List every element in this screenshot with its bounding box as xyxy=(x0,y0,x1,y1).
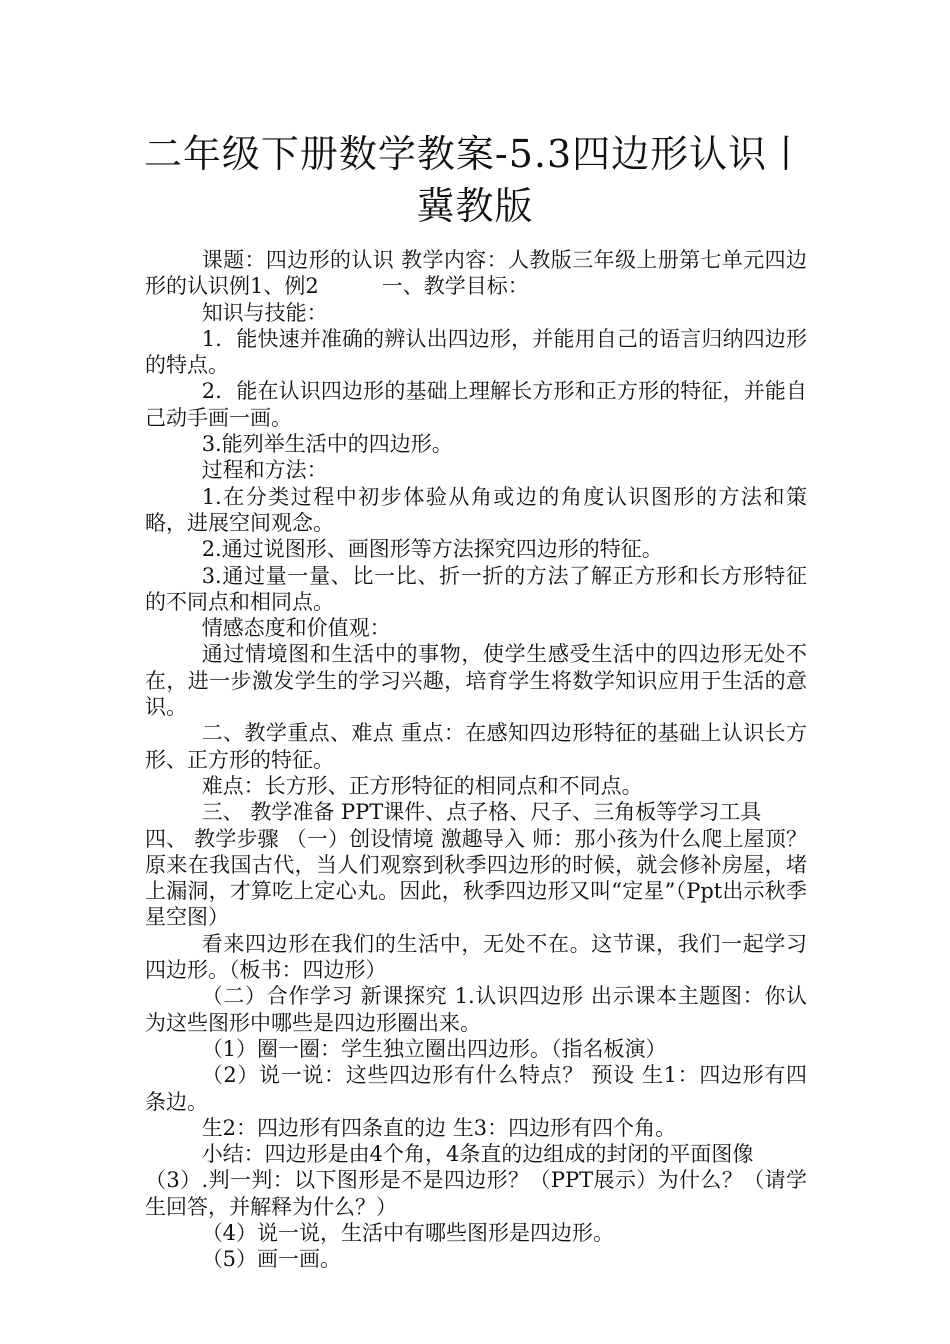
paragraph-knowledge-3: 3.能列举生活中的四边形。 xyxy=(201,432,453,457)
paragraph-circle-activity: （1）圈一圈：学生独立圈出四边形。（指名板演） xyxy=(201,1036,667,1061)
paragraph-process-3: 3.通过量一量、比一比、折一折的方法了解正方形和长方形特征的不同点和相同点。 xyxy=(145,563,807,614)
paragraph-process-heading: 过程和方法： xyxy=(201,458,328,483)
paragraph-attitude-body: 通过情境图和生活中的事物，使学生感受生活中的四边形无处不在，进一步激发学生的学习兴趣，培育学生将数学知识应用于生活的意识。 xyxy=(145,642,807,720)
paragraph-difficult-points: 难点：长方形、正方形特征的相同点和不同点。 xyxy=(201,773,643,798)
paragraph-student-answers: 生2：四边形有四条直的边 生3：四边形有四个角。 xyxy=(201,1115,677,1140)
paragraph-say-activity: （2）说一说：这些四边形有什么特点？ 预设 生1：四边形有四条边。 xyxy=(145,1063,807,1114)
paragraph-knowledge-1: 1．能快速并准确的辨认出四边形，并能用自己的语言归纳四边形的特点。 xyxy=(145,326,807,378)
paragraph-life-examples: （4）说一说，生活中有哪些图形是四边形。 xyxy=(201,1220,615,1245)
paragraph-steps: 四、 教学步骤 （一）创设情境 激趣导入 师：那小孩为什么爬上屋顶？原来在我国古代，当人们观察到秋季四边形的时候，就会修补房屋，堵上漏洞，才算吃上定心丸。因此，秋季四边形又叫“定星”（Ppt出示秋季星空图） xyxy=(145,826,807,930)
paragraph-intro-summary: 看来四边形在我们的生活中，无处不在。这节课，我们一起学习四边形。（板书：四边形） xyxy=(145,931,807,983)
document-body xyxy=(145,247,807,1273)
paragraph-knowledge-heading: 知识与技能： xyxy=(201,300,328,325)
paragraph-knowledge-2: 2．能在认识四边形的基础上理解长方形和正方形的特征，并能自己动手画一画。 xyxy=(145,379,807,430)
paragraph-key-points: 二、教学重点、难点 重点：在感知四边形特征的基础上认识长方形、正方形的特征。 xyxy=(145,721,807,772)
paragraph-preparation: 三、 教学准备 PPT课件、点子格、尺子、三角板等学习工具 xyxy=(201,800,762,825)
paragraph-attitude-heading: 情感态度和价值观： xyxy=(201,616,391,641)
paragraph-cooperative-learning: （二）合作学习 新课探究 1.认识四边形 出示课本主题图：你认为这些图形中哪些是四边形圈出来。 xyxy=(145,984,807,1035)
paragraph-draw-activity: （5）画一画。 xyxy=(201,1247,342,1272)
paragraph-judge-activity: （3）.判一判：以下图形是不是四边形？（PPT展示）为什么？（请学生回答，并解释为什么？） xyxy=(145,1168,807,1219)
paragraph-process-1: 1.在分类过程中初步体验从角或边的角度认识图形的方法和策略，进展空间观念。 xyxy=(145,484,807,535)
document-title: 二年级下册数学教案-5.3四边形认识丨冀教版 xyxy=(143,132,807,228)
paragraph-topic: 课题：四边形的认识 教学内容：人教版三年级上册第七单元四边形的认识例1、例2 一、教学目标： xyxy=(145,248,807,299)
paragraph-summary: 小结：四边形是由4个角，4条直的边组成的封闭的平面图像 xyxy=(201,1142,754,1167)
paragraph-process-2: 2.通过说图形、画图形等方法探究四边形的特征。 xyxy=(201,537,663,562)
